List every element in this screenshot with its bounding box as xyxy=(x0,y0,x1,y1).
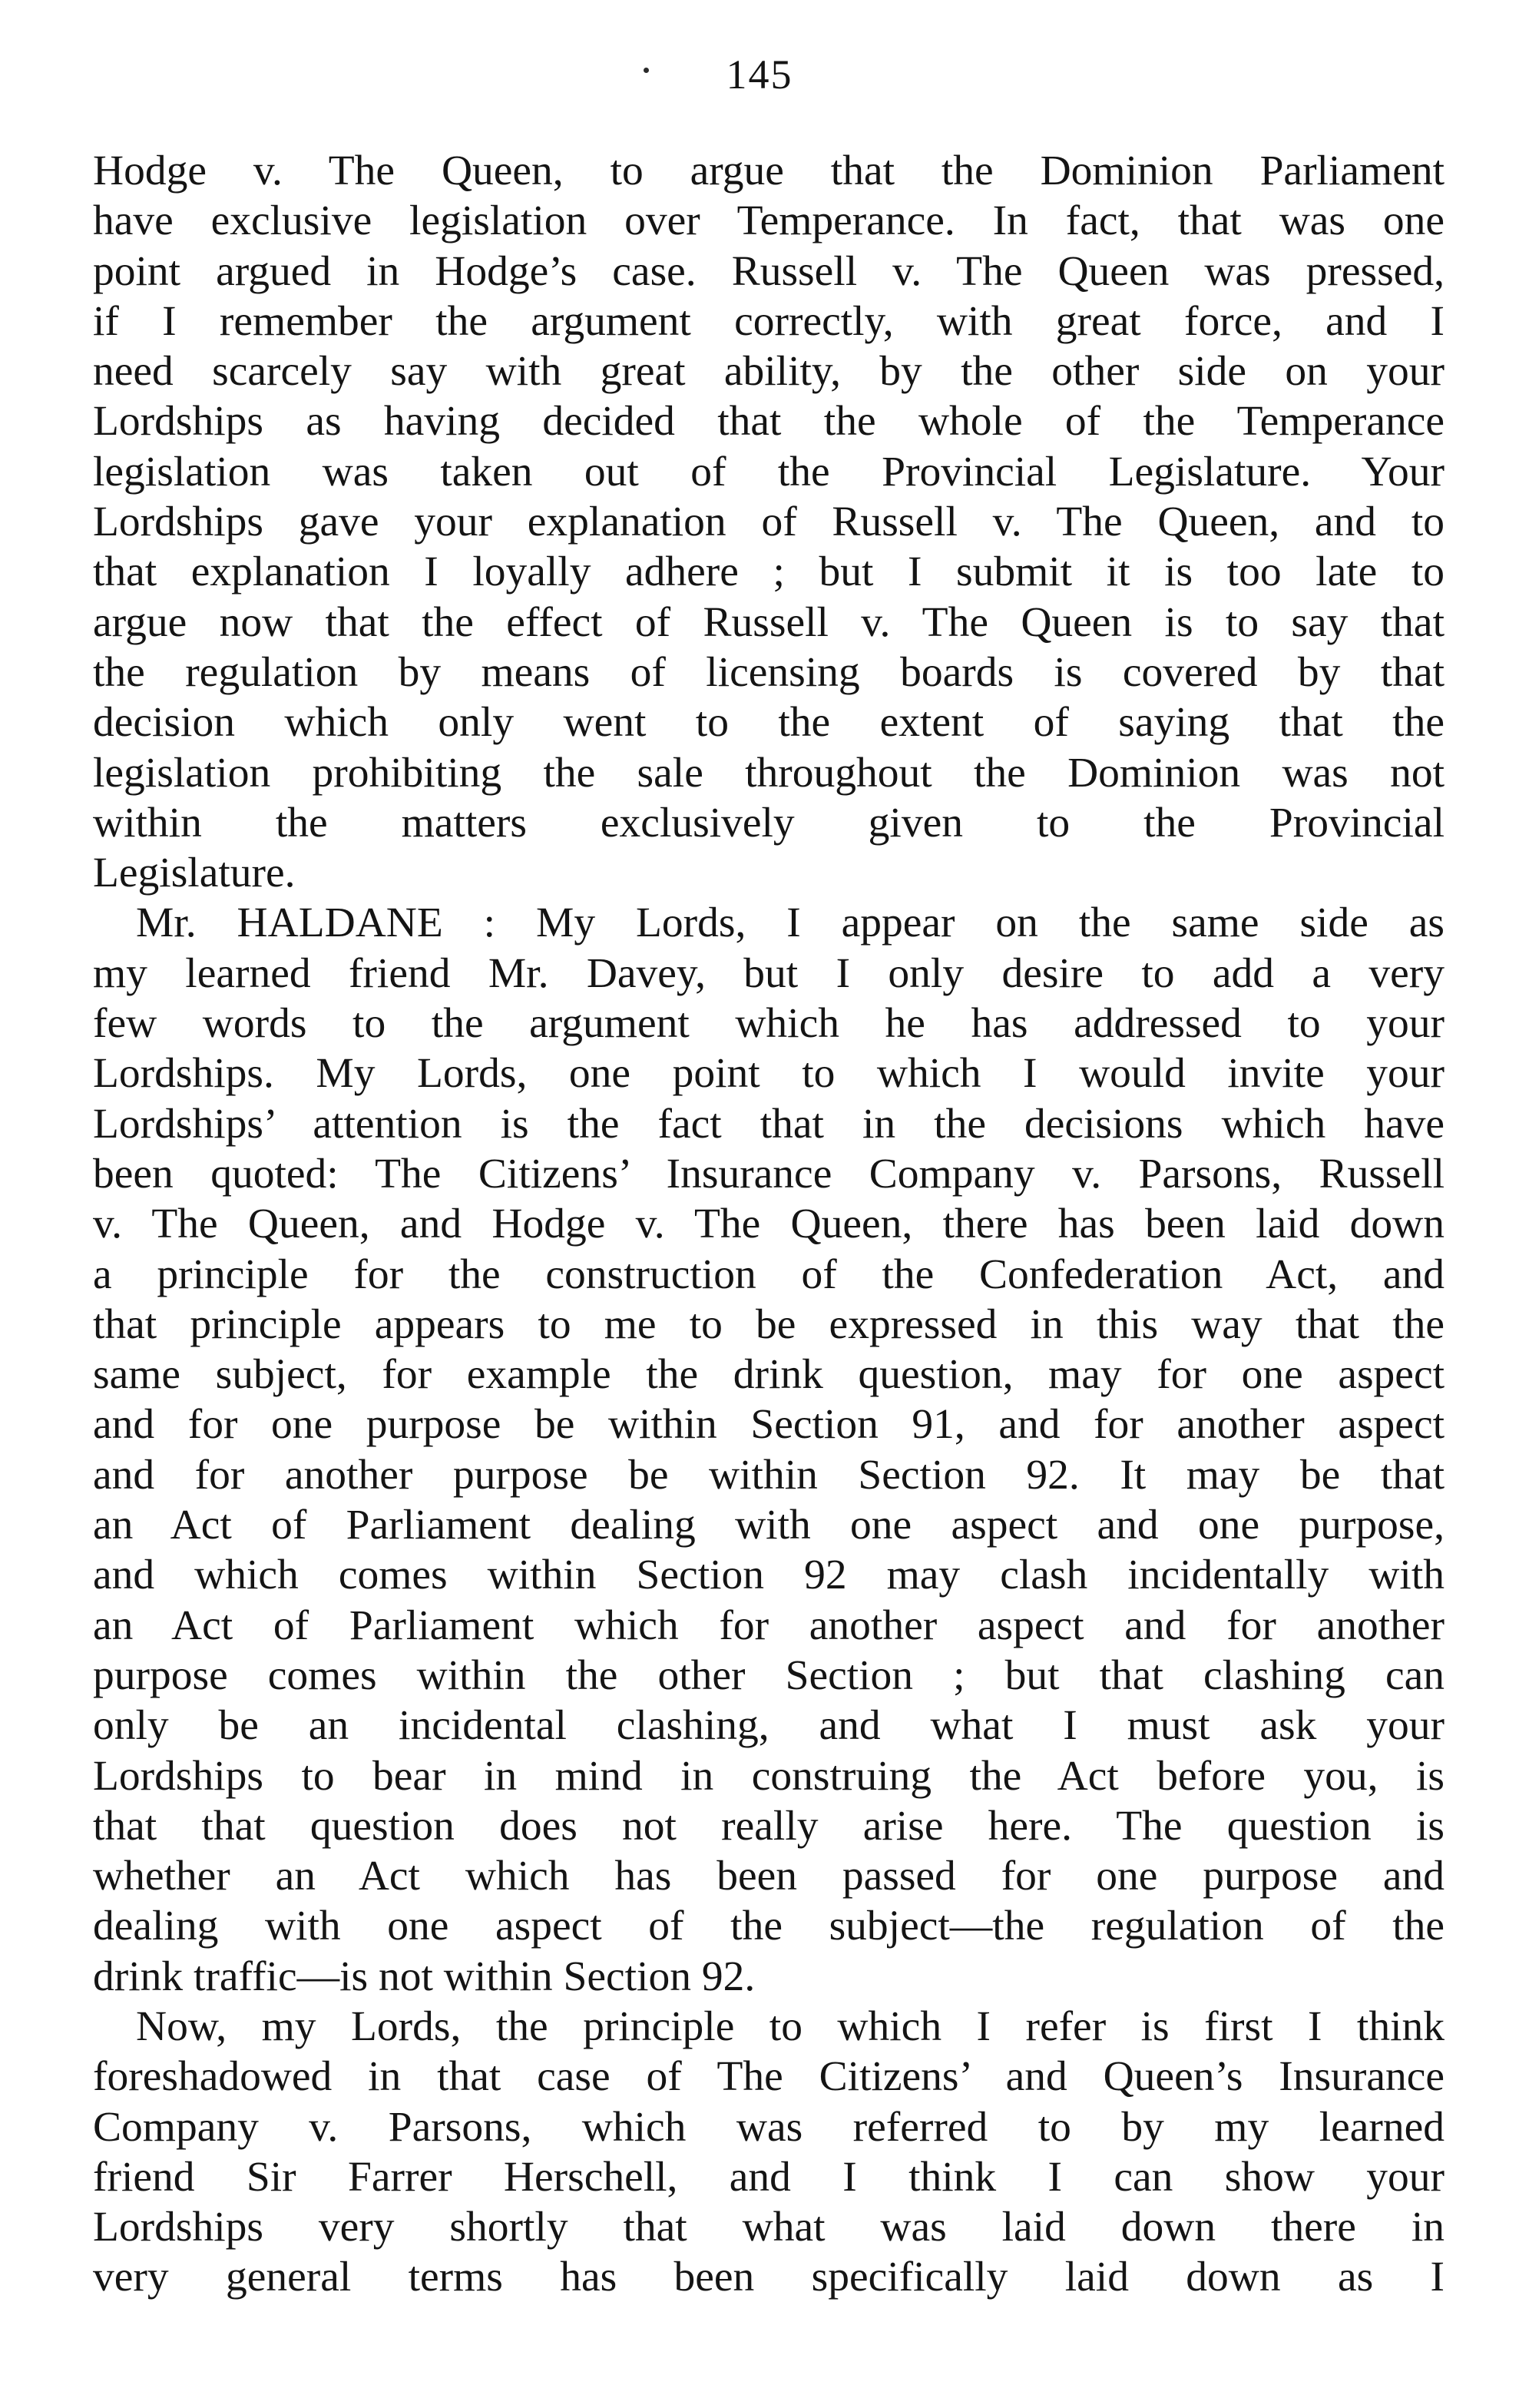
text-line: Mr. HALDANE : My Lords, I appear on the same side as xyxy=(136,899,1445,947)
text-line: that principle appears to me to be expressed in this way that the xyxy=(93,1300,1445,1348)
text-line: my learned friend Mr. Davey, but I only desire to add a very xyxy=(93,949,1445,997)
text-line: same subject, for example the drink question, may for one aspect xyxy=(93,1351,1445,1399)
text-line: Lordships’ attention is the fact that in the decisions which have xyxy=(93,1100,1445,1148)
text-line: legislation was taken out of the Provincial Legislature. Your xyxy=(93,448,1445,495)
text-line: foreshadowed in that case of The Citizens’ and Queen’s Insurance xyxy=(93,2053,1445,2101)
text-line: Lordships gave your explanation of Russell v. The Queen, and to xyxy=(93,498,1445,546)
text-line: purpose comes within the other Section ; but that clashing can xyxy=(93,1651,1445,1699)
text-line: friend Sir Farrer Herschell, and I think I can show your xyxy=(93,2153,1445,2201)
text-line: the regulation by means of licensing boards is covered by that xyxy=(93,648,1445,696)
text-line: few words to the argument which he has addressed to your xyxy=(93,1000,1445,1048)
text-line: decision which only went to the extent of saying that the xyxy=(93,699,1445,747)
text-line: very general terms has been specifically laid down as I xyxy=(93,2254,1445,2301)
text-line: Lordships. My Lords, one point to which I would invite your xyxy=(93,1050,1445,1098)
text-line: whether an Act which has been passed for one purpose and xyxy=(93,1853,1445,1900)
text-line: an Act of Parliament dealing with one aspect and one purpose, xyxy=(93,1502,1445,1549)
text-line: argue now that the effect of Russell v. The Queen is to say that xyxy=(93,598,1445,646)
text-line: and which comes within Section 92 may clash incidentally with xyxy=(93,1552,1445,1599)
text-line: within the matters exclusively given to the Provincial xyxy=(93,799,1445,846)
text-line: Company v. Parsons, which was referred to by my learned xyxy=(93,2103,1445,2151)
text-line: Lordships to bear in mind in construing the Act before you, is xyxy=(93,1752,1445,1800)
text-line: legislation prohibiting the sale throughout the Dominion was not xyxy=(93,749,1445,797)
text-line: Hodge v. The Queen, to argue that the Dominion Parliament xyxy=(93,147,1445,194)
body-text xyxy=(93,146,1445,2303)
text-line: if I remember the argument correctly, with great force, and I xyxy=(93,297,1445,345)
text-line: been quoted: The Citizens’ Insurance Company v. Parsons, Russell xyxy=(93,1150,1445,1197)
text-line: Lordships as having decided that the whole of the Temperance xyxy=(93,398,1445,445)
text-line: have exclusive legislation over Temperance. In fact, that was one xyxy=(93,197,1445,245)
text-line: v. The Queen, and Hodge v. The Queen, there has been laid down xyxy=(93,1201,1445,1248)
text-line: point argued in Hodge’s case. Russell v. The Queen was pressed, xyxy=(93,247,1445,295)
text-line: an Act of Parliament which for another aspect and for another xyxy=(93,1601,1445,1649)
text-line: dealing with one aspect of the subject—the regulation of the xyxy=(93,1903,1445,1950)
text-line: and for one purpose be within Section 91, and for another aspect xyxy=(93,1401,1445,1449)
text-line: only be an incidental clashing, and what I must ask your xyxy=(93,1702,1445,1750)
text-line: a principle for the construction of the Confederation Act, and xyxy=(93,1250,1445,1298)
text-line: that explanation I loyally adhere ; but I submit it is too late to xyxy=(93,548,1445,596)
text-line: drink traffic—is not within Section 92. xyxy=(93,1953,756,2000)
text-line: Lordships very shortly that what was laid down there in xyxy=(93,2204,1445,2251)
text-line: need scarcely say with great ability, by the other side on your xyxy=(93,348,1445,396)
text-line: Legislature. xyxy=(93,850,296,897)
text-line: and for another purpose be within Section 92. It may be that xyxy=(93,1451,1445,1499)
page-number: 145 xyxy=(726,51,793,98)
text-line: that that question does not really arise here. The question is xyxy=(93,1802,1445,1850)
text-line: Now, my Lords, the principle to which I refer is first I think xyxy=(136,2002,1445,2050)
